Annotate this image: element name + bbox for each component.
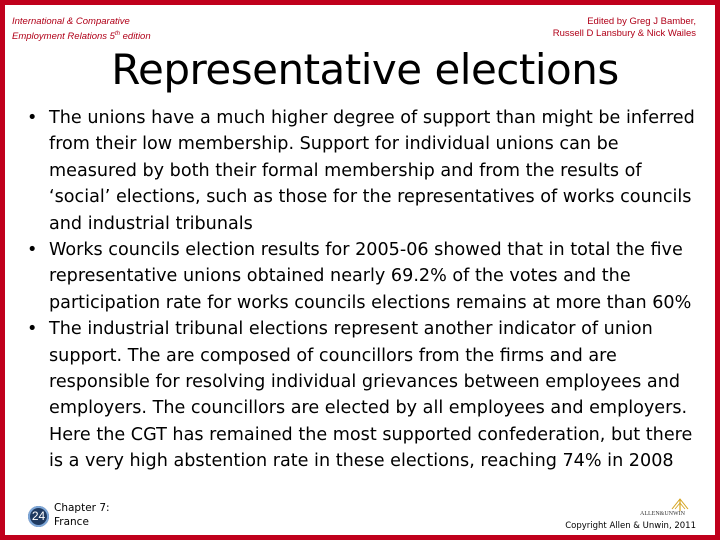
book-title xyxy=(12,16,151,43)
editors xyxy=(553,16,696,40)
chapter-line2: France xyxy=(54,516,89,528)
bullet-item: • The unions have a much higher degree of support than might be inferred from their low membership. Support for individual unions can be measured by both their formal membership and from the results of ‘social’ elections, such as those for the representatives of works councils and industrial tribunals xyxy=(27,105,707,237)
book-title-line1: International & Comparative xyxy=(12,16,130,27)
editors-line1: Edited by Greg J Bamber, xyxy=(587,16,696,27)
chapter-label xyxy=(54,501,110,529)
bullet-list xyxy=(27,105,707,475)
book-title-line2 xyxy=(12,28,151,43)
bullet-item: • Works councils election results for 2005-06 showed that in total the five representative unions obtained nearly 69.2% of the votes and the participation rate for works councils elections remains at more than 60% xyxy=(27,237,707,316)
slide-title: Representative elections xyxy=(111,45,619,94)
page-number-badge: 24 xyxy=(28,506,49,527)
logo-text: ALLEN&UNWIN xyxy=(640,511,685,517)
bullet-item: • The industrial tribunal elections represent another indicator of union support. The are composed of councillors from the firms and are responsible for resolving individual grievances between employees and employers. The councillors are elected by all employees and employers. Here the CGT has remained the most supported confederation, but there is a very high abstention rate in these elections, reaching 74% in 2008 xyxy=(27,316,707,474)
edition-superscript: th xyxy=(114,31,120,37)
editors-line2: Russell D Lansbury & Nick Wailes xyxy=(552,28,696,39)
copyright: Copyright Allen & Unwin, 2011 xyxy=(565,521,696,531)
allen-unwin-logo xyxy=(608,495,708,517)
edition-prefix: Employment Relations 5 xyxy=(12,31,115,43)
chapter-line1: Chapter 7: xyxy=(54,502,110,514)
edition-suffix: edition xyxy=(119,31,151,43)
